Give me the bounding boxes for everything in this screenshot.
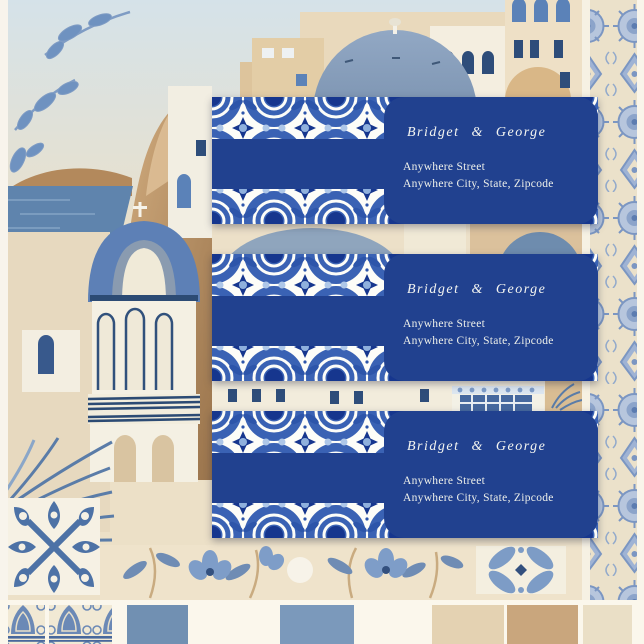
address-line-2: Anywhere City, State, Zipcode	[403, 492, 554, 504]
palette-swatch-light-steel-blue	[280, 605, 354, 644]
palette-swatch-tile-1	[8, 605, 45, 644]
address-line-1: Anywhere Street	[403, 475, 486, 487]
couple-names: Bridget & George	[407, 125, 547, 140]
address-line-2: Anywhere City, State, Zipcode	[403, 335, 554, 347]
left-margin	[0, 0, 8, 644]
palette-swatch-beige	[432, 605, 504, 644]
houses-gap-2	[212, 381, 584, 411]
bell-tower	[88, 202, 200, 482]
floral-band	[100, 543, 584, 602]
address-label-2	[212, 254, 598, 381]
palette-swatch-tile-2	[49, 605, 112, 644]
quatrefoil-tile	[8, 498, 100, 595]
palette-swatch-light-cream	[583, 605, 632, 644]
address-label-1	[212, 97, 598, 224]
palette-swatch-tan	[507, 605, 578, 644]
address-line-1: Anywhere Street	[403, 161, 486, 173]
address-line-2: Anywhere City, State, Zipcode	[403, 178, 554, 190]
palette-swatch-steel-blue	[127, 605, 188, 644]
address-line-1: Anywhere Street	[403, 318, 486, 330]
couple-names: Bridget & George	[407, 439, 547, 454]
address-label-3	[212, 411, 598, 538]
couple-names: Bridget & George	[407, 282, 547, 297]
